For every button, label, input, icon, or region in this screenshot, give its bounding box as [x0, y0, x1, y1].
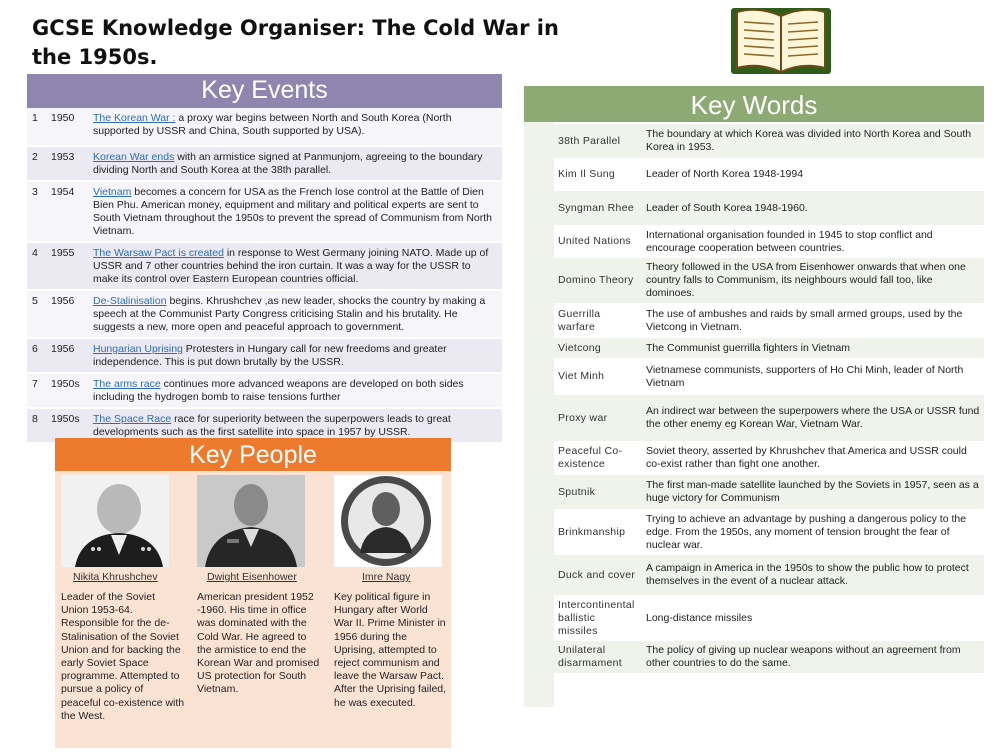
- key-word-definition: Leader of North Korea 1948-1994: [642, 158, 984, 191]
- key-word-term: Duck and cover: [554, 555, 642, 595]
- event-year: 1950: [46, 108, 88, 146]
- event-link[interactable]: Hungarian Uprising: [93, 343, 183, 355]
- page-title: GCSE Knowledge Organiser: The Cold War in the 1950s.: [32, 16, 559, 69]
- key-word-term: United Nations: [554, 225, 642, 258]
- key-word-row: [554, 338, 984, 358]
- key-word-definition: The policy of giving up nuclear weapons without an agreement from other countries to do the same.: [642, 641, 984, 673]
- event-year: 1956: [46, 290, 88, 338]
- event-row: [27, 338, 502, 373]
- event-year: 1956: [46, 338, 88, 373]
- key-word-term: Unilateral disarmament: [554, 641, 642, 673]
- key-people-panel: [55, 471, 451, 748]
- key-word-definition: Trying to achieve an advantage by pushing a dangerous policy to the edge. From the 1950s, any moment of tension brought the fear of nuclear war.: [642, 509, 984, 555]
- event-row: [27, 242, 502, 290]
- event-text: race for superiority between the superpowers leads to great developments such as the first satellite into space in 1957 by USSR.: [93, 413, 451, 438]
- key-word-term: Brinkmanship: [554, 509, 642, 555]
- key-word-term: Sputnik: [554, 475, 642, 509]
- event-year: 1950s: [46, 408, 88, 443]
- key-word-row: [554, 158, 984, 191]
- key-word-definition: A campaign in America in the 1950s to show the public how to protect themselves in the event of a nuclear attack.: [642, 555, 984, 595]
- event-description: [88, 290, 502, 338]
- event-number: 1: [27, 108, 46, 146]
- person-description: American president 1952 -1960. His time in office was dominated with the Cold War. He agreed to the armistice to end the Korean War and promised US protection for South Vietnam.: [197, 591, 320, 696]
- event-row: [27, 373, 502, 408]
- key-word-row: [554, 225, 984, 258]
- event-description: [88, 181, 502, 242]
- key-word-definition: Soviet theory, asserted by Khrushchev that America and USSR could co-exist rather than fight one another.: [642, 441, 984, 475]
- event-text: in response to West Germany joining NATO. Made up of USSR and 7 other countries behind the iron curtain. It was a way for the USSR to make its control over Eastern European countries official.: [93, 247, 489, 285]
- event-row: [27, 108, 502, 146]
- event-description: [88, 108, 502, 146]
- key-words-sidebar: [524, 122, 554, 707]
- event-description: [88, 338, 502, 373]
- eisenhower-photo: [197, 475, 305, 567]
- key-word-definition: The use of ambushes and raids by small armed groups, used by the Vietcong in Vietnam.: [642, 303, 984, 338]
- event-text: a proxy war begins between North and South Korea (North supported by USSR and China, South supported by USA).: [93, 112, 452, 137]
- key-word-term: Domino Theory: [554, 258, 642, 303]
- key-word-row: [554, 358, 984, 395]
- event-link[interactable]: Vietnam: [93, 186, 132, 198]
- event-number: 8: [27, 408, 46, 443]
- key-word-definition: An indirect war between the superpowers where the USA or USSR fund the other enemy eg Korean War, Vietnam War.: [642, 395, 984, 441]
- event-text: with an armistice signed at Panmunjom, agreeing to the boundary dividing North and South Korea at the 38th parallel.: [93, 151, 483, 176]
- key-word-row: [554, 555, 984, 595]
- key-word-definition: Vietnamese communists, supporters of Ho Chi Minh, leader of North Vietnam: [642, 358, 984, 395]
- person-name: Imre Nagy: [362, 571, 411, 583]
- event-year: 1953: [46, 146, 88, 181]
- nagy-photo: [334, 475, 442, 567]
- key-word-row: [554, 124, 984, 158]
- key-word-row: [554, 258, 984, 303]
- key-events-table: [27, 108, 502, 444]
- event-text: Protesters in Hungary call for new freedoms and greater independence. This is put down brutally by the USSR.: [93, 343, 447, 368]
- key-word-definition: The first man-made satellite launched by the Soviets in 1957, seen as a huge victory for Communism: [642, 475, 984, 509]
- event-number: 2: [27, 146, 46, 181]
- key-word-definition: The boundary at which Korea was divided into North Korea and South Korea in 1953.: [642, 124, 984, 158]
- key-word-row: [554, 595, 984, 641]
- event-link[interactable]: The Warsaw Pact is created: [93, 247, 224, 259]
- key-word-row: [554, 475, 984, 509]
- key-word-term: Guerrilla warfare: [554, 303, 642, 338]
- key-word-row: [554, 303, 984, 338]
- event-number: 6: [27, 338, 46, 373]
- key-word-definition: Long-distance missiles: [642, 595, 984, 641]
- event-link[interactable]: The arms race: [93, 378, 161, 390]
- event-row: [27, 290, 502, 338]
- event-row: [27, 146, 502, 181]
- key-word-term: 38th Parallel: [554, 124, 642, 158]
- key-words-table: [554, 124, 984, 673]
- person-description: Key political figure in Hungary after World War II. Prime Minister in 1956 during the Uprising, attempted to reject communism and leave the Warsaw Pact. After the Uprising failed, he was executed.: [334, 591, 447, 709]
- event-year: 1955: [46, 242, 88, 290]
- key-word-term: Peaceful Co-existence: [554, 441, 642, 475]
- event-text: begins. Khrushchev ,as new leader, shocks the country by making a speech at the Communist Party Congress criticising Stalin and his brutality. He suggests a new, more open and peaceful approach to government.: [93, 295, 486, 333]
- key-events-heading: Key Events: [27, 74, 502, 108]
- key-word-term: Kim Il Sung: [554, 158, 642, 191]
- event-number: 7: [27, 373, 46, 408]
- event-link[interactable]: The Space Race: [93, 413, 172, 425]
- event-link[interactable]: De-Stalinisation: [93, 295, 167, 307]
- key-word-definition: Theory followed in the USA from Eisenhower onwards that when one country falls to Communism, its neighbours would fall too, like dominoes.: [642, 258, 984, 303]
- key-word-row: [554, 191, 984, 225]
- khrushchev-photo: [61, 475, 169, 567]
- key-word-definition: The Communist guerrilla fighters in Vietnam: [642, 338, 984, 358]
- event-link[interactable]: The Korean War :: [93, 112, 176, 124]
- key-word-term: Viet Minh: [554, 358, 642, 395]
- event-text: becomes a concern for USA as the French lose control at the Battle of Dien Bien Phu. American money, equipment and military and political experts are sent to South Vietnam throughout the 1950s to prevent the spread of Communism from North Vietnam.: [93, 186, 493, 237]
- key-word-term: Syngman Rhee: [554, 191, 642, 225]
- event-row: [27, 181, 502, 242]
- event-text: continues more advanced weapons are developed on both sides including the hydrogen bomb to raise tensions further: [93, 378, 464, 403]
- key-word-definition: International organisation founded in 1945 to stop conflict and encourage cooperation between countries.: [642, 225, 984, 258]
- event-description: [88, 373, 502, 408]
- person-name: Nikita Khrushchev: [73, 571, 158, 583]
- key-word-term: Proxy war: [554, 395, 642, 441]
- event-year: 1954: [46, 181, 88, 242]
- event-link[interactable]: Korean War ends: [93, 151, 175, 163]
- key-people-heading: Key People: [55, 438, 451, 471]
- event-year: 1950s: [46, 373, 88, 408]
- key-word-term: Vietcong: [554, 338, 642, 358]
- key-word-row: [554, 641, 984, 673]
- event-description: [88, 242, 502, 290]
- event-number: 4: [27, 242, 46, 290]
- open-book-icon: [727, 2, 835, 82]
- event-description: [88, 146, 502, 181]
- event-number: 3: [27, 181, 46, 242]
- key-word-definition: Leader of South Korea 1948-1960.: [642, 191, 984, 225]
- person-description: Leader of the Soviet Union 1953-64. Responsible for the de-Stalinisation of the Soviet Union and for backing the early Soviet Space programme. Attempted to pursue a policy of peaceful co-existence with the West.: [61, 591, 185, 722]
- key-word-row: [554, 509, 984, 555]
- event-number: 5: [27, 290, 46, 338]
- person-name: Dwight Eisenhower: [207, 571, 297, 583]
- key-word-row: [554, 441, 984, 475]
- key-word-row: [554, 395, 984, 441]
- key-words-heading: Key Words: [524, 86, 984, 122]
- key-word-term: Intercontinental ballistic missiles: [554, 595, 642, 641]
